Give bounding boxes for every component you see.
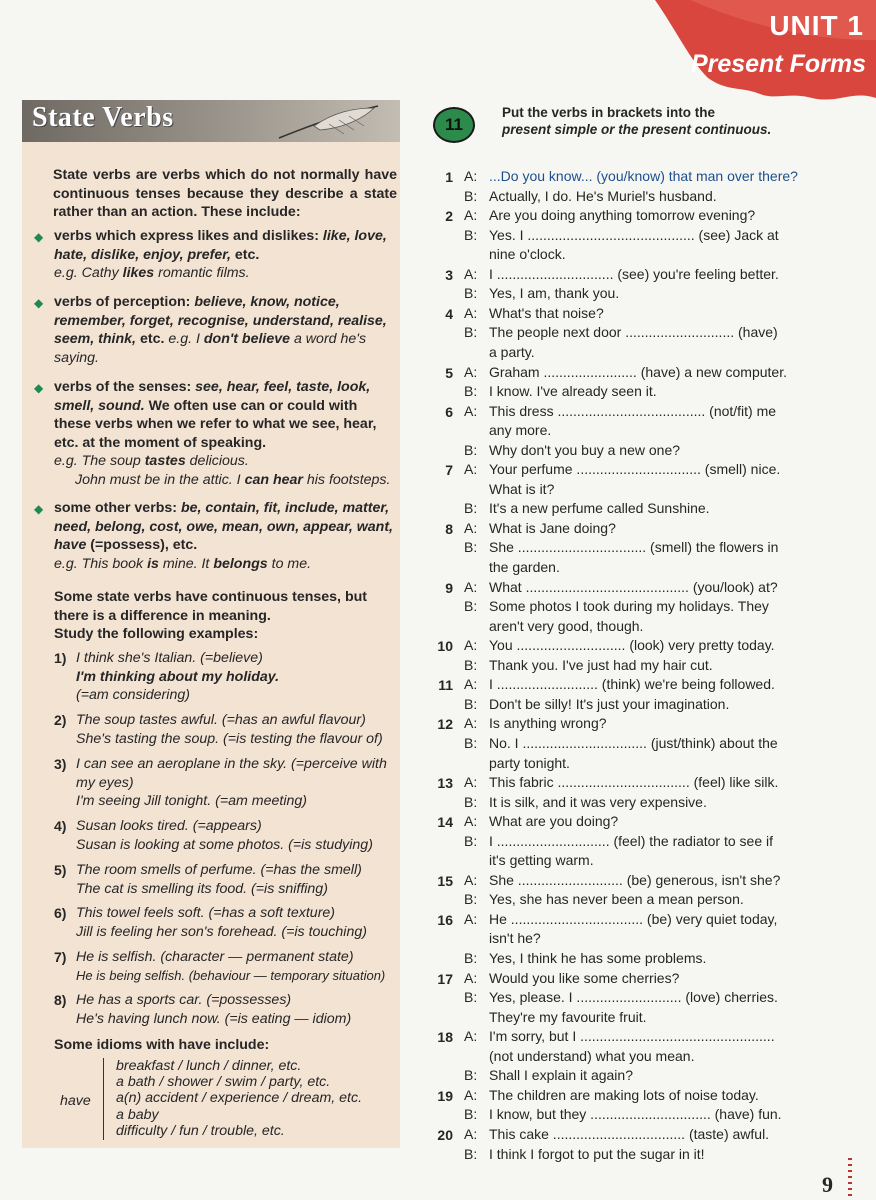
- example-item: [76, 649, 398, 705]
- bullet-tail: etc.: [234, 246, 260, 263]
- dialogue-line: nine o'clock.: [489, 246, 566, 263]
- dialogue-line: isn't he?: [489, 930, 541, 947]
- example-verb: can hear: [244, 471, 303, 488]
- dialogue-line: I .............................. (see) you're feeling better.: [489, 265, 779, 282]
- diamond-bullet-icon: ◆: [34, 381, 44, 395]
- speaker-label: A:: [464, 168, 478, 184]
- example-verb: is: [147, 555, 159, 572]
- speaker-label: A:: [464, 402, 478, 419]
- dialogue-line: Your perfume ................................ (smell) nice.: [489, 461, 781, 478]
- speaker-label: B:: [464, 734, 478, 751]
- speaker-label: B:: [464, 1145, 478, 1162]
- example-text: e.g. This book: [54, 555, 148, 572]
- speaker-label: A:: [464, 207, 478, 224]
- idioms-intro: Some idioms with have include:: [54, 1037, 270, 1053]
- speaker-label: B:: [464, 383, 478, 400]
- speaker-label: A:: [464, 1028, 478, 1045]
- example-text: to me.: [267, 555, 312, 572]
- example-line: The soup tastes awful. (=has an awful flavour): [76, 712, 366, 728]
- question-number: 13: [437, 775, 453, 792]
- example-number: 8): [54, 992, 67, 1008]
- speaker-label: B:: [464, 500, 478, 517]
- example-line: He is being selfish. (behaviour — temporary situation): [76, 967, 386, 983]
- example-number: 5): [54, 862, 67, 878]
- dialogue-line: What are you doing?: [489, 813, 619, 830]
- unit-label: UNIT 1: [769, 10, 864, 41]
- example-line: Susan is looking at some photos. (=is studying): [76, 836, 373, 853]
- intro-text: State verbs are verbs which do not normally have continuous tenses because they describe a state rather than an action. These include:: [53, 167, 397, 221]
- example-text: a word he's saying.: [54, 331, 367, 366]
- speaker-label: B:: [464, 656, 478, 673]
- study-line: Study the following examples:: [54, 626, 259, 642]
- dialogue-line: Are you doing anything tomorrow evening?: [489, 207, 756, 224]
- dialogue-line: Shall I explain it again?: [489, 1067, 633, 1084]
- example-line: I'm thinking about my holiday.: [76, 668, 280, 685]
- speaker-label: A:: [464, 578, 478, 595]
- speaker-label: A:: [464, 265, 478, 282]
- dialogue-line: I know, but they ............................... (have) fun.: [489, 1106, 782, 1123]
- idioms-divider: [103, 1058, 104, 1140]
- speaker-label: B:: [464, 539, 478, 556]
- speaker-label: B:: [464, 891, 478, 908]
- dialogue-line: a party.: [489, 343, 535, 360]
- dialogue-line: Some photos I took during my holidays. They: [489, 598, 769, 615]
- example-number: 4): [54, 818, 67, 834]
- bullet-lead: some other verbs:: [54, 500, 177, 516]
- dialogue-line: I think I forgot to put the sugar in it!: [489, 1145, 705, 1162]
- idiom-item: difficulty / fun / trouble, etc.: [116, 1122, 285, 1139]
- question-number: 17: [437, 970, 453, 987]
- example-number: 2): [54, 712, 67, 728]
- speaker-label: B:: [464, 285, 478, 302]
- example-line: (=am considering): [76, 687, 190, 704]
- feather-icon: [274, 104, 384, 140]
- exercise-number-badge: 11: [433, 107, 475, 143]
- panel-title: State Verbs: [32, 102, 174, 133]
- dialogue-line: I ............................. (feel) the radiator to see if: [489, 832, 773, 849]
- speaker-label: B:: [464, 950, 478, 966]
- speaker-label: B:: [464, 793, 478, 810]
- dialogue-line: Don't be silly! It's just your imagination.: [489, 695, 730, 712]
- question-number: 7: [445, 462, 453, 479]
- example-item: [76, 861, 398, 898]
- example-text: his footsteps.: [302, 471, 391, 488]
- speaker-label: B:: [464, 598, 478, 615]
- question-number: 19: [437, 1087, 453, 1104]
- question-number: 3: [445, 266, 453, 283]
- example-line: She's tasting the soup. (=is testing the flavour of): [76, 730, 383, 747]
- dialogue-line: It's a new perfume called Sunshine.: [489, 500, 710, 517]
- dialogue-line: Yes, I am, thank you.: [489, 285, 620, 302]
- example-line: The room smells of perfume. (=has the smell): [76, 862, 362, 878]
- dialogue-line: Is anything wrong?: [489, 715, 607, 732]
- instruction-line: Put the verbs in brackets into the: [502, 105, 716, 120]
- question-number: 10: [437, 638, 453, 655]
- speaker-label: A:: [464, 304, 478, 321]
- bullet-tail: (=possess), etc.: [90, 537, 198, 554]
- bullet-items: see, hear, feel, taste, look, smell, sound.: [54, 379, 371, 414]
- example-item: [76, 948, 398, 985]
- example-text: e.g. Cathy: [54, 265, 123, 282]
- example-answer-line: ...Do you know... (you/know) that man over there?: [489, 168, 798, 184]
- example-item: [76, 904, 398, 941]
- bullet-tail: We often use can or could with these verbs when we refer to what we see, hear, etc. at the moment of speaking.: [54, 397, 377, 451]
- speaker-label: A:: [464, 1086, 478, 1103]
- dialogue-line: What is it?: [489, 480, 555, 497]
- dialogue-line: Actually, I do. He's Muriel's husband.: [489, 187, 717, 204]
- idiom-item: a baby: [116, 1106, 159, 1123]
- dialogue-line: Graham ........................ (have) a new computer.: [489, 363, 787, 380]
- idioms-verb: have: [60, 1093, 91, 1109]
- example-line: The cat is smelling its food. (=is sniffing): [76, 880, 328, 897]
- speaker-label: B:: [464, 324, 478, 341]
- page-edge-dots: [848, 1158, 852, 1198]
- speaker-label: B:: [464, 441, 478, 458]
- example-verb: tastes: [144, 453, 186, 470]
- speaker-label: B:: [464, 695, 478, 712]
- unit-subtitle: Present Forms: [690, 50, 866, 78]
- dialogue-line: Yes, please. I ........................... (love) cherries.: [489, 989, 778, 1006]
- bullet-lead: verbs of the senses:: [54, 379, 192, 395]
- dialogue-line: I .......................... (think) we're being followed.: [489, 676, 775, 693]
- exercise-instruction: [502, 104, 822, 138]
- bullet-lead: verbs which express likes and dislikes:: [54, 228, 319, 244]
- dialogue-line: Yes. I ........................................... (see) Jack at: [489, 226, 779, 243]
- dialogue-line: No. I ................................ (just/think) about the: [489, 734, 778, 751]
- speaker-label: B:: [464, 1106, 478, 1123]
- question-number: 1: [445, 169, 453, 185]
- example-verb: belongs: [213, 555, 268, 572]
- speaker-label: A:: [464, 637, 478, 654]
- example-verb: likes: [122, 265, 155, 282]
- question-number: 11: [438, 677, 453, 694]
- bullet-other: [54, 499, 398, 573]
- dialogue-line: What .......................................... (you/look) at?: [489, 578, 778, 595]
- question-number: 14: [437, 814, 453, 831]
- dialogue-line: I know. I've already seen it.: [489, 383, 657, 400]
- speaker-label: A:: [464, 519, 478, 536]
- question-number: 15: [437, 872, 453, 889]
- speaker-label: A:: [464, 461, 478, 478]
- dialogue-line: You ............................ (look) very pretty today.: [489, 637, 775, 654]
- speaker-label: A:: [464, 363, 478, 380]
- dialogue-line: The people next door ............................ (have): [489, 324, 778, 341]
- diamond-bullet-icon: ◆: [34, 502, 44, 516]
- question-number: 2: [445, 208, 453, 225]
- speaker-label: B:: [464, 832, 478, 849]
- dialogue-line: What is Jane doing?: [489, 519, 616, 536]
- example-item: [76, 991, 398, 1028]
- dialogue-line: She ........................... (be) generous, isn't she?: [489, 871, 781, 888]
- question-number: 9: [445, 579, 453, 596]
- instruction-line: present simple or the present continuous.: [502, 122, 772, 137]
- example-line: He is selfish. (character — permanent state): [76, 949, 354, 965]
- example-number: 7): [54, 949, 67, 965]
- question-number: 6: [445, 403, 453, 420]
- question-number: 5: [445, 364, 453, 381]
- bullet-lead: verbs of perception:: [54, 294, 191, 310]
- example-line: I think she's Italian. (=believe): [76, 650, 263, 666]
- speaker-label: A:: [464, 715, 478, 732]
- dialogue-line: any more.: [489, 422, 552, 439]
- dialogue-line: aren't very good, though.: [489, 617, 644, 634]
- dialogue-line: Why don't you buy a new one?: [489, 441, 681, 458]
- speaker-label: A:: [464, 871, 478, 888]
- dialogue-line: He .................................. (be) very quiet today,: [489, 910, 778, 927]
- idioms-list: [116, 1058, 396, 1139]
- dialogue-line: She ................................. (smell) the flowers in: [489, 539, 779, 556]
- question-number: 8: [445, 520, 453, 537]
- page-number: 9: [822, 1172, 833, 1197]
- diamond-bullet-icon: ◆: [34, 230, 44, 244]
- bullet-items: like, love, hate, dislike, enjoy, prefer,: [54, 228, 387, 263]
- idiom-item: a(n) accident / experience / dream, etc.: [116, 1090, 363, 1107]
- example-line: I'm seeing Jill tonight. (=am meeting): [76, 793, 307, 810]
- bullet-likes: [54, 227, 398, 283]
- bullet-items: believe, know, notice, remember, forget, recognise, understand, realise, seem, think,: [54, 294, 387, 348]
- speaker-label: A:: [464, 910, 478, 927]
- dialogue-line: This dress ...................................... (not/fit) me: [489, 402, 777, 419]
- example-line: Susan looks tired. (=appears): [76, 818, 262, 834]
- example-number: 6): [54, 905, 67, 921]
- example-text: delicious.: [185, 453, 249, 470]
- dialogue-line: Yes, I think he has some problems.: [489, 950, 707, 966]
- speaker-label: B:: [464, 989, 478, 1006]
- example-verb: don't believe: [203, 331, 291, 348]
- speaker-label: A:: [464, 1125, 478, 1142]
- example-item: [76, 817, 398, 854]
- example-line: my eyes): [76, 774, 134, 791]
- speaker-label: B:: [464, 187, 478, 204]
- panel-header: [22, 100, 400, 142]
- dialogue-line: it's getting warm.: [489, 852, 594, 869]
- example-text: John must be in the attic. I: [75, 471, 245, 488]
- example-line: He's having lunch now. (=is eating — idiom): [76, 1010, 352, 1027]
- bullet-perception: [54, 293, 398, 367]
- speaker-label: A:: [464, 813, 478, 830]
- question-number: 16: [437, 911, 453, 928]
- dialogue-line: What's that noise?: [489, 304, 604, 321]
- example-number: 1): [54, 650, 67, 666]
- example-text: e.g. I: [168, 331, 204, 348]
- bullet-tail: etc.: [139, 331, 165, 348]
- question-number: 20: [437, 1126, 453, 1143]
- dialogue-line: This fabric .................................. (feel) like silk.: [489, 774, 779, 791]
- idiom-item: a bath / shower / swim / party, etc.: [116, 1074, 331, 1091]
- dialogue-line: I'm sorry, but I ..................................................: [489, 1028, 775, 1045]
- example-line: Jill is feeling her son's forehead. (=is touching): [76, 923, 367, 940]
- bullet-senses: [54, 378, 398, 490]
- speaker-label: B:: [464, 226, 478, 243]
- example-text: romantic films.: [154, 265, 250, 282]
- contrast-intro: Some state verbs have continuous tenses, but there is a difference in meaning.: [54, 589, 367, 624]
- idiom-item: breakfast / lunch / dinner, etc.: [116, 1058, 302, 1074]
- dialogue-line: The children are making lots of noise today.: [489, 1086, 759, 1103]
- speaker-label: A:: [464, 969, 478, 986]
- example-text: mine. It: [158, 555, 214, 572]
- dialogue-line: Thank you. I've just had my hair cut.: [489, 656, 713, 673]
- dialogue-line: the garden.: [489, 559, 560, 575]
- example-item: [76, 755, 398, 811]
- example-number: 3): [54, 756, 67, 772]
- example-line: He has a sports car. (=possesses): [76, 992, 292, 1008]
- question-number: 18: [437, 1029, 453, 1046]
- speaker-label: A:: [464, 676, 478, 693]
- dialogue-line: Yes, she has never been a mean person.: [489, 891, 744, 908]
- question-number: 4: [445, 305, 453, 322]
- diamond-bullet-icon: ◆: [34, 296, 44, 310]
- dialogue-line: Would you like some cherries?: [489, 969, 680, 986]
- dialogue-line: party tonight.: [489, 754, 570, 771]
- example-item: [76, 711, 398, 748]
- dialogue-line: It is silk, and it was very expensive.: [489, 793, 707, 810]
- state-verbs-panel: [22, 100, 400, 1148]
- example-line: I can see an aeroplane in the sky. (=perceive with: [76, 756, 387, 772]
- dialogue-line: This cake .................................. (taste) awful.: [489, 1125, 770, 1142]
- speaker-label: B:: [464, 1067, 478, 1084]
- dialogue-line: They're my favourite fruit.: [489, 1008, 647, 1025]
- example-line: This towel feels soft. (=has a soft texture): [76, 905, 336, 921]
- question-number: 12: [437, 716, 453, 733]
- bullet-items: be, contain, fit, include, matter, need, belong, cost, owe, mean, own, appear, want, have: [54, 500, 393, 554]
- dialogue-line: (not understand) what you mean.: [489, 1047, 695, 1064]
- example-text: e.g. The soup: [54, 453, 145, 470]
- speaker-label: A:: [464, 774, 478, 791]
